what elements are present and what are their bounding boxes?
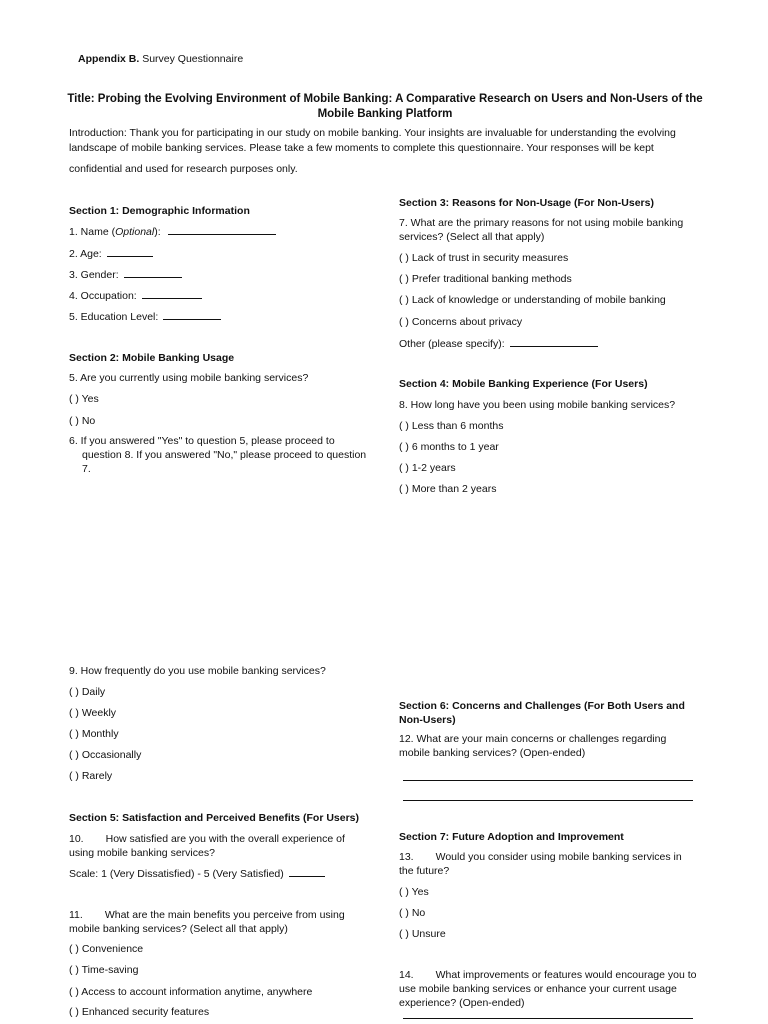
occupation-blank[interactable] <box>142 288 202 299</box>
option-q8-more-2-years[interactable]: ( ) More than 2 years <box>399 483 497 495</box>
question-10-number: 10. <box>69 833 84 845</box>
section-1-heading: Section 1: Demographic Information <box>69 205 250 217</box>
appendix-id: Appendix B. <box>78 53 140 65</box>
occupation-label: 4. Occupation: <box>69 290 137 302</box>
option-q11-convenience[interactable]: ( ) Convenience <box>69 943 144 955</box>
name-field[interactable] <box>69 224 276 239</box>
option-q7-privacy[interactable]: ( ) Concerns about privacy <box>399 316 523 328</box>
question-9: 9. How frequently do you use mobile banking services? <box>69 665 326 677</box>
age-blank[interactable] <box>107 246 153 257</box>
other-blank[interactable] <box>510 336 598 347</box>
name-optional: Optional <box>115 226 155 238</box>
age-field[interactable] <box>69 246 153 261</box>
section-5-heading: Section 5: Satisfaction and Perceived Benefits (For Users) <box>69 812 360 824</box>
question-10 <box>69 832 359 860</box>
question-7: 7. What are the primary reasons for not using mobile banking services? (Select all that apply) <box>399 217 684 244</box>
option-q13-unsure[interactable]: ( ) Unsure <box>399 928 446 940</box>
name-label-end: ): <box>154 226 161 238</box>
page-title: Title: Probing the Evolving Environment of Mobile Banking: A Comparative Research on Users and Non-Users of the Mobile Banking Platform <box>67 93 703 120</box>
option-q9-rarely[interactable]: ( ) Rarely <box>69 770 113 782</box>
option-q7-trust[interactable]: ( ) Lack of trust in security measures <box>399 252 569 264</box>
option-q7-traditional[interactable]: ( ) Prefer traditional banking methods <box>399 273 572 285</box>
question-14-text: What improvements or features would encourage you to use mobile banking services or enhance your current usage experience? (Open-ended) <box>399 969 697 1010</box>
gender-blank[interactable] <box>124 267 182 278</box>
introduction <box>69 126 719 177</box>
option-q8-6-12-months[interactable]: ( ) 6 months to 1 year <box>399 441 499 453</box>
gender-field[interactable] <box>69 267 182 282</box>
education-field[interactable] <box>69 309 221 324</box>
appendix-label <box>78 52 243 66</box>
option-q8-1-2-years[interactable]: ( ) 1-2 years <box>399 462 456 474</box>
age-label: 2. Age: <box>69 248 102 260</box>
question-11 <box>69 908 359 936</box>
section-4-heading: Section 4: Mobile Banking Experience (For Users) <box>399 378 648 390</box>
option-q9-weekly[interactable]: ( ) Weekly <box>69 707 117 719</box>
question-14-number: 14. <box>399 969 414 981</box>
option-q9-daily[interactable]: ( ) Daily <box>69 686 106 698</box>
section-2-heading: Section 2: Mobile Banking Usage <box>69 352 235 364</box>
option-q11-security[interactable]: ( ) Enhanced security features <box>69 1006 210 1018</box>
option-q8-less-6-months[interactable]: ( ) Less than 6 months <box>399 420 504 432</box>
question-8: 8. How long have you been using mobile banking services? <box>399 399 676 411</box>
education-blank[interactable] <box>163 309 221 320</box>
question-6: 6. If you answered "Yes" to question 5, please proceed to question 8. If you answered "No," please proceed to question 7. <box>69 435 367 476</box>
answer-line-q14-1[interactable] <box>403 1018 693 1019</box>
question-12: 12. What are your main concerns or challenges regarding mobile banking services? (Open-ended) <box>399 733 667 760</box>
section-6-heading: Section 6: Concerns and Challenges (For Both Users and Non-Users) <box>399 700 685 727</box>
question-13-text: Would you consider using mobile banking services in the future? <box>399 851 682 878</box>
name-blank[interactable] <box>168 224 276 235</box>
option-q5-yes[interactable]: ( ) Yes <box>69 393 99 405</box>
section-3-heading: Section 3: Reasons for Non-Usage (For Non-Users) <box>399 197 654 209</box>
scale-blank[interactable] <box>289 866 325 877</box>
other-field[interactable] <box>399 336 598 351</box>
intro-text-end: confidential and used for research purposes only. <box>69 162 298 175</box>
question-10-text: How satisfied are you with the overall experience of using mobile banking services? <box>69 833 345 860</box>
scale-label: Scale: 1 (Very Dissatisfied) - 5 (Very Satisfied) <box>69 868 284 880</box>
other-label: Other (please specify): <box>399 338 505 350</box>
intro-text: Introduction: Thank you for participating in our study on mobile banking. Your insights are invaluable for understanding the evolving landscape of mobile banking services. Please take a few moments to complete this questionnaire. Your responses will be kept <box>69 127 676 154</box>
question-13-number: 13. <box>399 851 414 863</box>
option-q5-no[interactable]: ( ) No <box>69 415 96 427</box>
gender-label: 3. Gender: <box>69 269 119 281</box>
question-14 <box>399 968 699 1011</box>
option-q13-yes[interactable]: ( ) Yes <box>399 886 429 898</box>
section-7-heading: Section 7: Future Adoption and Improvement <box>399 831 624 843</box>
question-11-text: What are the main benefits you perceive from using mobile banking services? (Select all that apply) <box>69 909 345 936</box>
satisfaction-scale[interactable] <box>69 866 325 881</box>
option-q13-no[interactable]: ( ) No <box>399 907 426 919</box>
education-label: 5. Education Level: <box>69 311 159 323</box>
option-q11-access[interactable]: ( ) Access to account information anytime, anywhere <box>69 986 313 998</box>
question-13 <box>399 850 699 878</box>
option-q11-time-saving[interactable]: ( ) Time-saving <box>69 964 139 976</box>
option-q9-occasionally[interactable]: ( ) Occasionally <box>69 749 142 761</box>
appendix-text: Survey Questionnaire <box>142 53 244 65</box>
option-q7-knowledge[interactable]: ( ) Lack of knowledge or understanding of mobile banking <box>399 294 666 306</box>
question-11-number: 11. <box>69 909 83 921</box>
answer-line-q12-2[interactable] <box>403 800 693 801</box>
occupation-field[interactable] <box>69 288 202 303</box>
name-label: 1. Name ( <box>69 226 116 238</box>
option-q9-monthly[interactable]: ( ) Monthly <box>69 728 119 740</box>
question-5: 5. Are you currently using mobile banking services? <box>69 372 309 384</box>
answer-line-q12-1[interactable] <box>403 780 693 781</box>
